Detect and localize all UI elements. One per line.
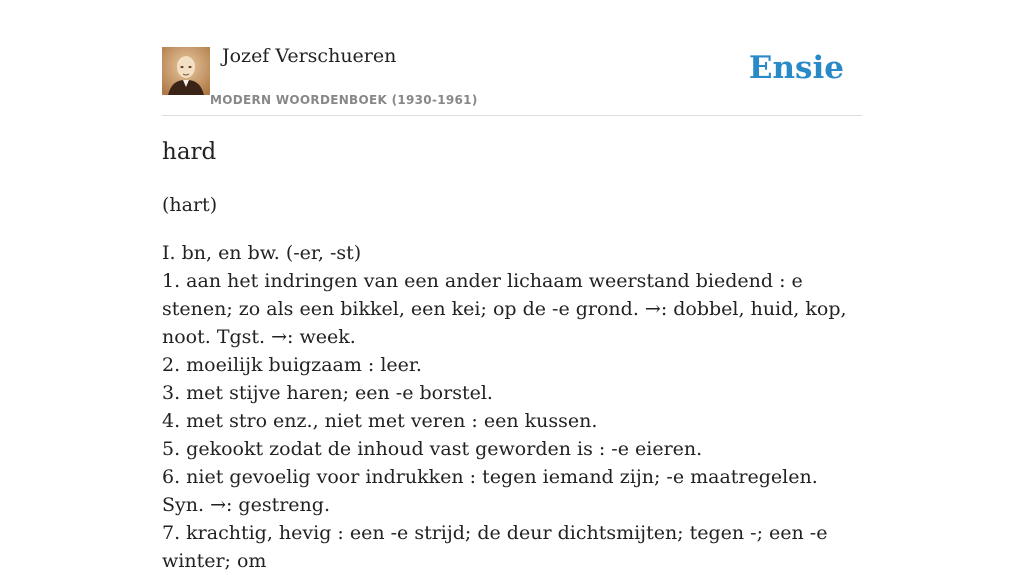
pronunciation: (hart) <box>162 194 218 216</box>
definition-line: 1. aan het indringen van een ander lichaam weerstand biedend : e stenen; zo als een bikkel, een kei; op de -e grond. →: dobbel, huid, kop, noot. Tgst. →: week. <box>162 270 847 348</box>
definition-line: 7. krachtig, hevig : een -e strijd; de deur dichtsmijten; tegen -; een -e winter; om <box>162 522 828 572</box>
headword: hard <box>162 139 217 165</box>
source-title[interactable]: MODERN WOORDENBOEK (1930-1961) <box>210 93 478 107</box>
definition-line: 2. moeilijk buigzaam : leer. <box>162 354 422 376</box>
author-avatar[interactable] <box>162 47 210 95</box>
definition-line: 5. gekookt zodat de inhoud vast geworden is : -e eieren. <box>162 438 703 460</box>
brand-logo[interactable]: Ensie <box>748 50 844 86</box>
definition-line: 4. met stro enz., niet met veren : een kussen. <box>162 410 598 432</box>
definition-line: 6. niet gevoelig voor indrukken : tegen iemand zijn; -e maatregelen. Syn. →: gestreng. <box>162 466 818 516</box>
author-name[interactable]: Jozef Verschueren <box>222 45 397 67</box>
dictionary-page <box>162 0 862 572</box>
definition-line: I. bn, en bw. (-er, -st) <box>162 242 362 264</box>
author-portrait-icon <box>162 47 210 95</box>
definition-line: 3. met stijve haren; een -e borstel. <box>162 382 493 404</box>
definition-text <box>162 239 862 575</box>
header <box>162 0 862 116</box>
